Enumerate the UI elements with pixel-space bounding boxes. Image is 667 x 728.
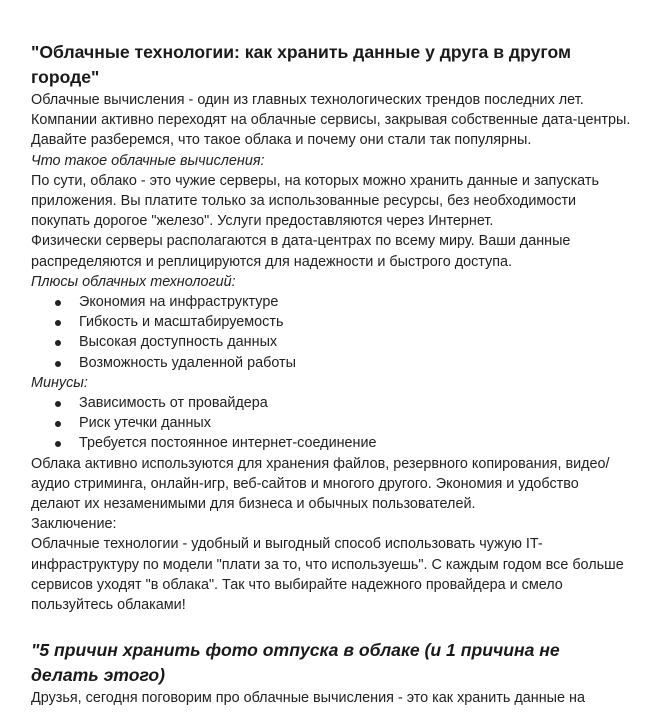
pros-heading: Плюсы облачных технологий: [31, 273, 236, 290]
document [31, 40, 631, 708]
usage-paragraph: Облака активно используются для хранения файлов, резервного копирования, видео/аудио стриминга, онлайн-игр, веб-сайтов и многого другого. Экономия и удобство делают их незаменимыми для бизнеса и обычных пользователей. [31, 455, 610, 513]
list-item: Зависимость от провайдера [31, 393, 631, 413]
list-item: Высокая доступность данных [31, 332, 631, 352]
bullet-icon [55, 361, 61, 367]
bullet-icon [55, 300, 61, 306]
list-item: Риск утечки данных [31, 413, 631, 433]
what-is-cloud-heading: Что такое облачные вычисления: [31, 152, 265, 169]
article-1-title: "Облачные технологии: как хранить данные у друга в другом городе" [31, 42, 572, 87]
cons-list [31, 393, 631, 454]
list-item: Гибкость и масштабируемость [31, 312, 631, 332]
pros-list [31, 292, 631, 373]
bullet-icon [55, 441, 61, 447]
list-item: Экономия на инфраструктуре [31, 292, 631, 312]
conclusion-heading: Заключение: [31, 516, 117, 533]
cons-heading: Минусы: [31, 374, 88, 391]
list-item: Возможность удаленной работы [31, 353, 631, 373]
conclusion-paragraph: Облачные технологии - удобный и выгодный способ использовать чужую IT-инфраструктуру по модели "плати за то, что используешь". С каждым годом все больше сервисов уходят "в облака". Так что выбирайте надежного провайдера и смело пользуйтесь облаками! [31, 536, 624, 614]
bullet-icon [55, 401, 61, 407]
bullet-icon [55, 340, 61, 346]
bullet-icon [55, 421, 61, 427]
bullet-icon [55, 320, 61, 326]
what-is-cloud-paragraph-2: Физически серверы располагаются в дата-центрах по всему миру. Ваши данные распределяются и реплицируются для надежности и быстрого доступа. [31, 233, 571, 270]
article-2-title: "5 причин хранить фото отпуска в облаке (и 1 причина не делать этого) [31, 640, 560, 686]
what-is-cloud-paragraph-1: По сути, облако - это чужие серверы, на которых можно хранить данные и запускать приложения. Вы платите только за использованные ресурсы, без необходимости покупать дорогое "железо". Услуги предоставляются через Интернет. [31, 172, 599, 230]
section-spacer [31, 615, 631, 638]
list-item: Требуется постоянное интернет-соединение [31, 433, 631, 453]
article-1-intro: Облачные вычисления - один из главных технологических трендов последних лет. Компании активно переходят на облачные сервисы, закрывая собственные дата-центры. Давайте разберемся, что такое облака и почему они стали так популярны. [31, 92, 631, 149]
article-2-intro: Друзья, сегодня поговорим про облачные вычисления - это как хранить данные на [31, 690, 585, 707]
